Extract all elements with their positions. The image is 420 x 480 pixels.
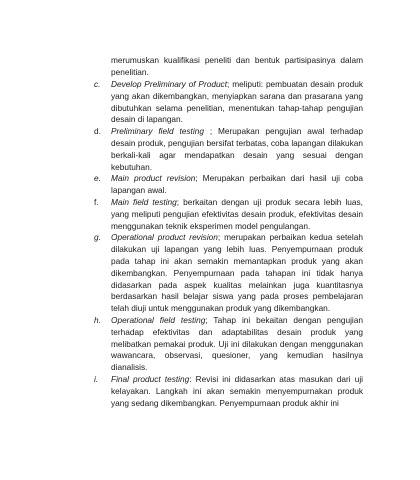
step-term: Main field testing <box>111 196 177 207</box>
step-term: Preliminary field testing <box>111 126 204 137</box>
list-item <box>94 315 363 374</box>
list-marker: f. <box>94 196 99 207</box>
step-description: ; Merupakan pengujian awal terhadap desain produk, pengujian bersifat terbatas, coba lapangan dilakukan berkali-kali agar mendapatkan desain yang sesuai dengan kebutuhan. <box>111 126 363 172</box>
list-item <box>94 126 363 173</box>
step-term: Operational field testing <box>111 314 206 325</box>
list-marker: g. <box>94 232 101 243</box>
step-term: Main product revision <box>111 173 196 184</box>
development-steps-list <box>94 79 363 409</box>
intro-paragraph: merumuskan kualifikasi peneliti dan bentuk partisipasinya dalam penelitian. <box>111 55 363 77</box>
step-description: ; meliputi: pembuatan desain produk yang akan dikembangkan, menyiapkan sarana dan prasarana yang dibutuhkan selama penelitian, menentukan tahap-tahap pengujian desain di lapangan. <box>111 79 363 125</box>
list-marker: d. <box>94 126 101 137</box>
list-item <box>94 197 363 232</box>
list-item <box>94 79 363 126</box>
list-marker: c. <box>94 79 101 89</box>
step-term: Final product testing <box>111 373 190 384</box>
step-description: ; Tahap ini bekaitan dengan pengujian terhadap efektivitas dan adaptabilitas desain produk yang melibatkan pemakai produk. Uji ini dilakukan dengan menggunakan wawancara, observasi, quesioner, yang kemudian hasilnya dianalisis. <box>111 314 363 373</box>
list-item <box>94 173 363 197</box>
list-marker: i. <box>94 373 99 384</box>
step-description: ; merupakan perbaikan kedua setelah dilakukan uji lapangan yang lebih luas. Penyempurnaan produk pada tahap ini akan semakin memantapkan produk yang akan dikembangkan. Penyempurnaan pada tahapan ini tidak hanya didasarkan pada aspek kualitas melainkan juga kuantitasnya berdasarkan hasil belajar siswa yang pada proses pembelajaran telah diuji untuk menggunakan produk yang dikembangkan. <box>111 232 363 314</box>
step-term: Operational product revision <box>111 232 218 243</box>
list-marker: h. <box>94 314 101 325</box>
list-item <box>94 232 363 315</box>
list-marker: e. <box>94 173 101 184</box>
step-description: : Revisi ini didasarkan atas masukan dari uji kelayakan. Langkah ini akan semakin menyempurnakan produk yang sedang dikembangkan. Penyempurnaan produk akhir ini <box>111 373 364 408</box>
step-description: ; berkaitan dengan uji produk secara lebih luas, yang meliputi pengujian efektivitas desain produk, efektivitas desain menggunakan teknik eksperimen model pengulangan. <box>111 196 363 231</box>
list-item <box>94 374 363 409</box>
step-term: Develop Preliminary of Product <box>111 79 228 89</box>
step-description: ; Merupakan perbaikan dari hasil uji coba lapangan awal. <box>111 173 363 196</box>
